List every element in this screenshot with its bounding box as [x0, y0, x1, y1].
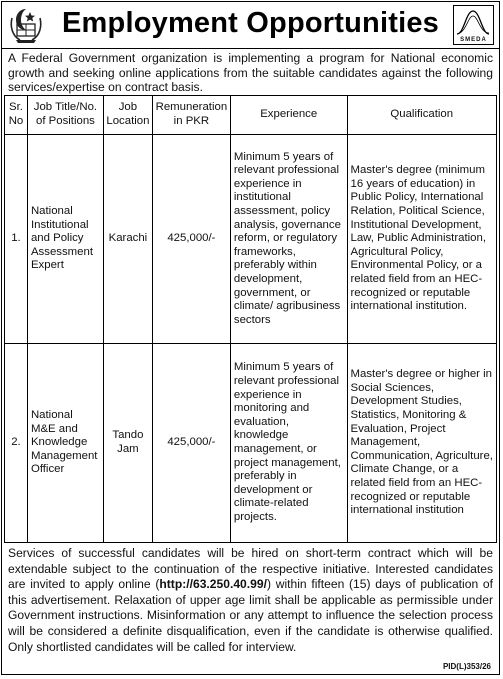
table-row	[5, 344, 497, 543]
cell-title: National Institutional and Policy Assessment Expert	[27, 135, 103, 344]
smeda-logo-text: SMEDA	[460, 37, 487, 43]
cell-pay: 425,000/-	[152, 135, 230, 344]
advertisement-page	[1, 1, 500, 675]
cell-location: Karachi	[103, 135, 152, 344]
cell-sr: 1.	[5, 135, 28, 344]
cell-qualification: Master's degree (minimum 16 years of education) in Public Policy, International Relation, Political Science, Institutional Development, Law, Public Administration, Agricultural Policy, Environmental Policy, or a related field from an HEC-recognized or reputable international institution.	[347, 135, 496, 344]
header-title: Job Title/No. of Positions	[27, 96, 103, 135]
smeda-logo	[453, 5, 494, 45]
header-qualification: Qualification	[347, 96, 496, 135]
page-title: Employment Opportunities	[62, 7, 439, 39]
pid-number: PID(L)353/26	[442, 662, 491, 671]
footer-text-2: ) within fifteen (15) days of publication of this advertisement. Relaxation of upper age limit shall be applicable as permissible under Government instructions. Misinformation or any attempt to influence the selection process will be considered a definite disqualification, even if the candidate is otherwise qualified. Only shortlisted candidates will be called for interview.	[8, 577, 493, 654]
cell-qualification: Master's degree or higher in Social Sciences, Development Studies, Statistics, Monitoring & Evaluation, Project Management, Communication, Agriculture, Climate Change, or a related field from an HEC-recognized or reputable international institution	[347, 344, 496, 543]
apply-link[interactable]: http://63.250.40.99/	[159, 577, 267, 592]
cell-experience: Minimum 5 years of relevant professional experience in institutional assessment, policy analysis, governance reform, or regulatory frameworks, preferably within development, government, or climate/ agribusiness sectors	[230, 135, 347, 344]
header-location: Job Location	[103, 96, 152, 135]
cell-experience: Minimum 5 years of relevant professional experience in monitoring and evaluation, knowledge management, or project management, preferably in development or climate-related projects.	[230, 344, 347, 543]
table-header-row	[5, 96, 497, 135]
cell-pay: 425,000/-	[152, 344, 230, 543]
header-pay: Remuneration in PKR	[152, 96, 230, 135]
cell-title: National M&E and Knowledge Management Officer	[27, 344, 103, 543]
smeda-logo-icon	[454, 7, 492, 37]
header-experience: Experience	[230, 96, 347, 135]
footer-text-1: Services of successful candidates will be hired on short-term contract which will be extendable subject to the continuation of the respective initiative. Interested candidates are invited to apply online (	[8, 546, 493, 592]
intro-paragraph: A Federal Government organization is implementing a program for National economic growth and seeking online applications from the suitable candidates against the following services/expertise on contract basis.	[8, 51, 493, 94]
footer-paragraph	[2, 543, 499, 655]
header-sr: Sr. No	[5, 96, 28, 135]
cell-sr: 2.	[5, 344, 28, 543]
cell-location: Tando Jam	[103, 344, 152, 543]
table-row	[5, 135, 497, 344]
header	[2, 2, 499, 49]
jobs-table	[4, 95, 497, 543]
